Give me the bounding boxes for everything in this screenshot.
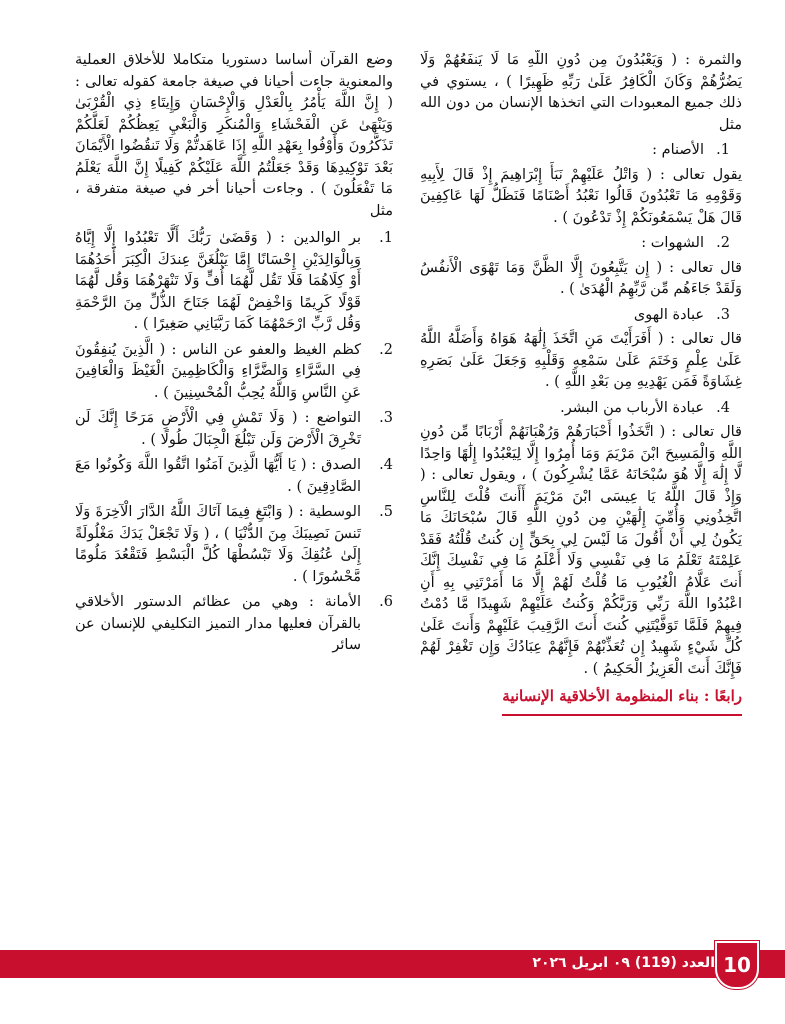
list-item-text: الصدق : ( يَا أَيُّهَا الَّذِينَ آمَنُوا اتَّقُوا اللَّهَ وَكُونُوا مَعَ الصَّادِقِينَ ) .	[75, 457, 361, 495]
list-item	[75, 228, 393, 336]
list-item-text: بر الوالدين : ( وَقَضَىٰ رَبُّكَ أَلَّا تَعْبُدُوا إِلَّا إِيَّاهُ وَبِالْوَالِدَيْنِ إِحْسَانًا إِمَّا يَبْلُغَنَّ عِندَكَ الْكِبَرَ أَحَدُهُمَا أَوْ كِلَاهُمَا فَلَا تَقُل لَّهُمَا أُفٍّ وَلَا تَنْهَرْهُمَا وَقُل لَّهُمَا قَوْلًا كَرِيمًا وَاخْفِضْ لَهُمَا جَنَاحَ الذُّلِّ مِنَ الرَّحْمَةِ وَقُل رَّبِّ ارْحَمْهُمَا كَمَا رَبَّيَانِي صَغِيرًا ) .	[75, 230, 361, 332]
ethics-list	[75, 228, 393, 657]
subheading-title: الأصنام :	[652, 142, 704, 158]
desires-paragraph: قال تعالى : ( إِن يَتَّبِعُونَ إِلَّا الظَّنَّ وَمَا تَهْوَى الْأَنفُسُ وَلَقَدْ جَاءَهُم مِّن رَّبِّهِمُ الْهُدَىٰ ) .	[420, 259, 742, 297]
subheading-title: الشهوات :	[641, 235, 704, 251]
list-item-text: كظم الغيظ والعفو عن الناس : ( الَّذِينَ يُنفِقُونَ فِي السَّرَّاءِ وَالضَّرَّاءِ وَالْكَاظِمِينَ الْغَيْظَ وَالْعَافِينَ عَنِ النَّاسِ وَاللَّهُ يُحِبُّ الْمُحْسِنِينَ ) .	[75, 341, 361, 401]
left-column	[75, 50, 393, 930]
subheading-number: 2.	[716, 235, 730, 251]
list-item	[75, 340, 393, 405]
subheading-lords	[420, 398, 742, 420]
list-item	[75, 502, 393, 588]
list-item	[75, 408, 393, 451]
subheading-idols	[420, 140, 742, 162]
list-item-text: التواضع : ( وَلَا تَمْشِ فِي الْأَرْضِ مَرَحًا إِنَّكَ لَن تَخْرِقَ الْأَرْضَ وَلَن تَبْلُغَ الْجِبَالَ طُولًا ) .	[75, 410, 361, 448]
subheading-title: عبادة الأرباب من البشر.	[560, 399, 704, 416]
list-item-text: الأمانة : وهي من عظائم الدستور الأخلاقي بالقرآن فعليها مدار التميز التكليفي للإنسان عن سائر	[75, 594, 361, 653]
subheading-title: عبادة الهوى	[633, 306, 704, 323]
list-item-number: 6.	[379, 594, 393, 610]
list-item-number: 4.	[379, 457, 393, 473]
page-number-badge: 10	[715, 941, 759, 989]
subheading-number: 3.	[716, 306, 730, 323]
section-heading-red: رابعًا : بناء المنظومة الأخلاقية الإنسانية	[502, 686, 742, 716]
whims-paragraph: قال تعالى : ( أَفَرَأَيْتَ مَنِ اتَّخَذَ إِلَٰهَهُ هَوَاهُ وَأَضَلَّهُ اللَّهُ عَلَىٰ عِلْمٍ وَخَتَمَ عَلَىٰ سَمْعِهِ وَقَلْبِهِ وَجَعَلَ عَلَىٰ بَصَرِهِ غِشَاوَةً فَمَن يَهْدِيهِ مِن بَعْدِ اللَّهِ ) .	[420, 331, 742, 390]
subheading-number: 4.	[716, 399, 730, 416]
idols-paragraph: يقول تعالى : ( وَاتْلُ عَلَيْهِمْ نَبَأَ إِبْرَاهِيمَ إِذْ قَالَ لِأَبِيهِ وَقَوْمِهِ مَا تَعْبُدُونَ قَالُوا نَعْبُدُ أَصْنَامًا فَنَظَلُّ لَهَا عَاكِفِينَ قَالَ هَلْ يَسْمَعُونَكُمْ إِذْ تَدْعُونَ ) .	[420, 166, 742, 226]
list-item-number: 1.	[379, 230, 393, 246]
subheading-number: 1.	[716, 142, 730, 158]
lords-paragraph: قال تعالى : ( اتَّخَذُوا أَحْبَارَهُمْ وَرُهْبَانَهُمْ أَرْبَابًا مِّن دُونِ اللَّهِ وَالْمَسِيحَ ابْنَ مَرْيَمَ وَمَا أُمِرُوا إِلَّا لِيَعْبُدُوا إِلَٰهًا وَاحِدًا لَّا إِلَٰهَ إِلَّا هُوَ سُبْحَانَهُ عَمَّا يُشْرِكُونَ ) ، ويقول تعالى : ( وَإِذْ قَالَ اللَّهُ يَا عِيسَى ابْنَ مَرْيَمَ أَأَنتَ قُلْتَ لِلنَّاسِ اتَّخِذُونِي وَأُمِّيَ إِلَٰهَيْنِ مِن دُونِ اللَّهِ قَالَ سُبْحَانَكَ مَا يَكُونُ لِي أَنْ أَقُولَ مَا لَيْسَ لِي بِحَقٍّ إِن كُنتُ قُلْتُهُ فَقَدْ عَلِمْتَهُ تَعْلَمُ مَا فِي نَفْسِي وَلَا أَعْلَمُ مَا فِي نَفْسِكَ إِنَّكَ أَنتَ عَلَّامُ الْغُيُوبِ مَا قُلْتُ لَهُمْ إِلَّا مَا أَمَرْتَنِي بِهِ أَنِ اعْبُدُوا اللَّهَ رَبِّي وَرَبَّكُمْ وَكُنتُ عَلَيْهِمْ شَهِيدًا مَّا دُمْتُ فِيهِمْ فَلَمَّا تَوَفَّيْتَنِي كُنتَ أَنتَ الرَّقِيبَ عَلَيْهِمْ وَأَنتَ عَلَىٰ كُلِّ شَيْءٍ شَهِيدٌ إِن تُعَذِّبْهُمْ فَإِنَّهُمْ عِبَادُكَ وَإِن تَغْفِرْ لَهُمْ فَإِنَّكَ أَنتَ الْعَزِيزُ الْحَكِيمُ ) .	[420, 424, 742, 677]
subheading-whims	[420, 305, 742, 327]
subheading-desires	[420, 233, 742, 255]
list-item	[75, 592, 393, 657]
footer-band	[0, 950, 785, 978]
right-intro-paragraph: والثمرة : ( وَيَعْبُدُونَ مِن دُونِ اللَّهِ مَا لَا يَنفَعُهُمْ وَلَا يَضُرُّهُمْ وَكَانَ الْكَافِرُ عَلَىٰ رَبِّهِ ظَهِيرًا ) ، يستوي في ذلك جميع المعبودات التي اتخذها الإنسان من دون الله مثل	[420, 52, 742, 133]
list-item-text: الوسطية : ( وَابْتَغِ فِيمَا آتَاكَ اللَّهُ الدَّارَ الْآخِرَةَ وَلَا تَنسَ نَصِيبَكَ مِنَ الدُّنْيَا ) ، ( وَلَا تَجْعَلْ يَدَكَ مَغْلُولَةً إِلَىٰ عُنُقِكَ وَلَا تَبْسُطْهَا كُلَّ الْبَسْطِ فَتَقْعُدَ مَلُومًا مَّحْسُورًا ) .	[75, 504, 361, 585]
list-item	[75, 455, 393, 498]
left-intro-paragraph: وضع القرآن أساسا دستوريا متكاملا للأخلاق العملية والمعنوية جاءت أحيانا في صيغة جامعة كقوله تعالى : ( إِنَّ اللَّهَ يَأْمُرُ بِالْعَدْلِ وَالْإِحْسَانِ وَإِيتَاءِ ذِي الْقُرْبَىٰ وَيَنْهَىٰ عَنِ الْفَحْشَاءِ وَالْمُنكَرِ وَالْبَغْيِ يَعِظُكُمْ لَعَلَّكُمْ تَذَكَّرُونَ وَأَوْفُوا بِعَهْدِ اللَّهِ إِذَا عَاهَدتُّمْ وَلَا تَنقُضُوا الْأَيْمَانَ بَعْدَ تَوْكِيدِهَا وَقَدْ جَعَلْتُمُ اللَّهَ عَلَيْكُمْ كَفِيلًا إِنَّ اللَّهَ يَعْلَمُ مَا تَفْعَلُونَ ) . وجاءت أحيانا أخر في صيغة متفرقة ، مثل	[75, 52, 393, 219]
list-item-number: 2.	[379, 341, 393, 358]
list-item-number: 5.	[379, 504, 393, 520]
right-column	[420, 50, 742, 930]
issue-info: العدد (119) ٠٩ ابريل ٢٠٢٦	[532, 955, 715, 971]
list-item-number: 3.	[379, 410, 393, 426]
